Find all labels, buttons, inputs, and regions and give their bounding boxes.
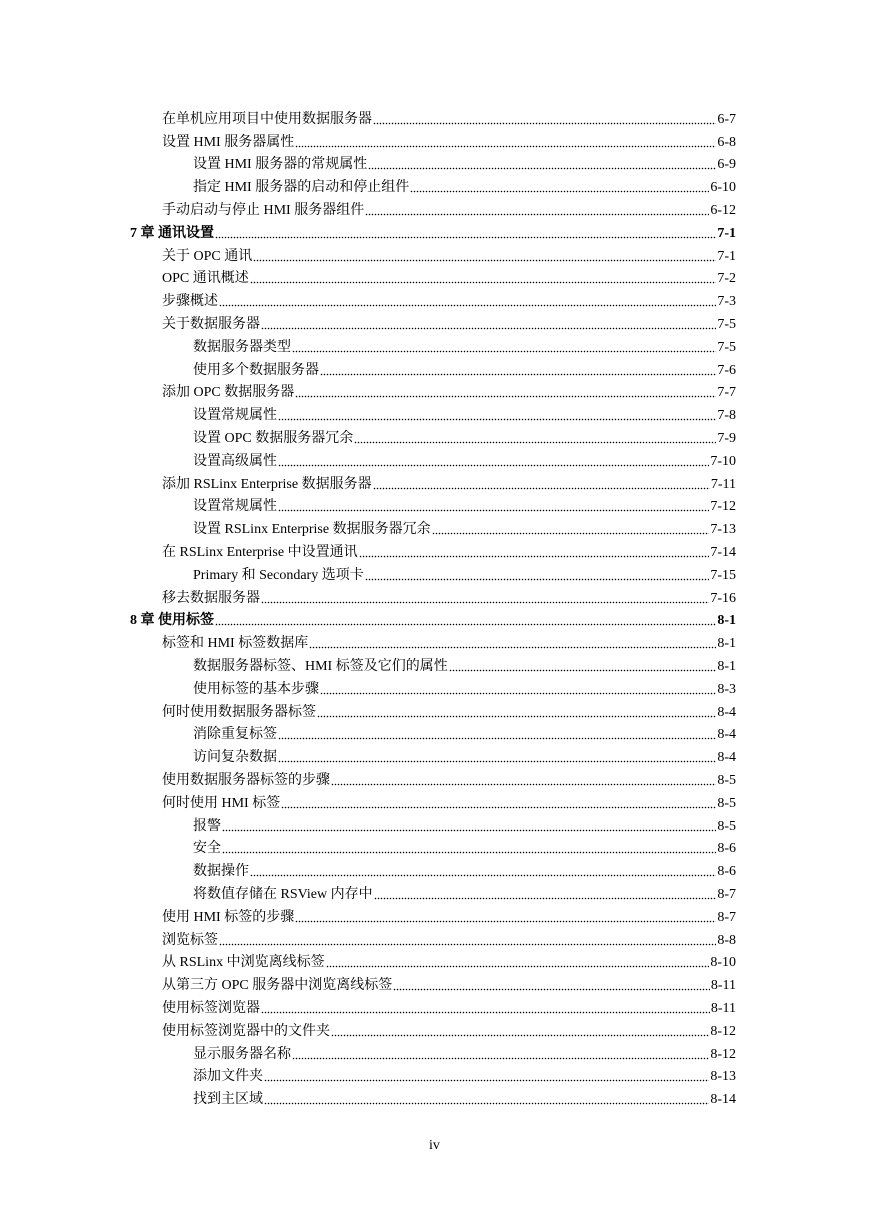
- toc-entry-title: 添加 RSLinx Enterprise 数据服务器: [162, 476, 372, 492]
- toc-entry: [162, 994, 736, 1017]
- toc-entry: [162, 1017, 736, 1040]
- toc-entry-page: 8-5: [717, 818, 736, 834]
- toc-entry-title: 显示服务器名称: [193, 1046, 291, 1062]
- toc-entry-page: 8-6: [717, 864, 736, 880]
- dot-leader: [250, 281, 717, 284]
- toc-entry-title: 浏览标签: [162, 932, 218, 948]
- toc-entry-title: 手动启动与停止 HMI 服务器组件: [162, 202, 365, 218]
- toc-entry-page: 8-1: [717, 613, 736, 629]
- toc-entry-title: 添加 OPC 数据服务器: [162, 385, 295, 401]
- dot-leader: [261, 327, 716, 330]
- toc-entry: [193, 857, 736, 880]
- toc-entry-page: 7-11: [710, 476, 736, 492]
- dot-leader: [295, 920, 716, 923]
- dot-leader: [326, 965, 710, 968]
- toc-entry-page: 8-5: [717, 795, 736, 811]
- toc-entry: [193, 151, 736, 174]
- toc-entry: [193, 1085, 736, 1108]
- dot-leader: [250, 874, 716, 877]
- dot-leader: [278, 737, 716, 740]
- dot-leader: [295, 395, 716, 398]
- toc-entry-page: 6-10: [710, 180, 736, 196]
- toc-entry: [193, 835, 736, 858]
- dot-leader: [219, 304, 716, 307]
- toc-entry-title: 设置常规属性: [193, 408, 277, 424]
- dot-leader: [281, 806, 716, 809]
- toc-entry-title: 使用标签浏览器: [162, 1000, 260, 1016]
- toc-chapter-entry: [130, 607, 736, 630]
- toc-entry-page: 8-11: [710, 978, 736, 994]
- toc-entry: [193, 812, 736, 835]
- toc-entry-page: 7-1: [717, 248, 736, 264]
- toc-entry-page: 7-9: [717, 430, 736, 446]
- toc-entry: [162, 629, 736, 652]
- toc-entry-page: 8-4: [717, 704, 736, 720]
- toc-entry: [193, 880, 736, 903]
- toc-entry: [162, 265, 736, 288]
- dot-leader: [278, 509, 709, 512]
- toc-entry-title: 设置常规属性: [193, 499, 277, 515]
- page-number: iv: [429, 1138, 440, 1153]
- dot-leader: [373, 487, 710, 490]
- toc-entry-page: 7-8: [717, 408, 736, 424]
- dot-leader: [264, 1079, 709, 1082]
- toc-entry: [162, 789, 736, 812]
- toc-entry-title: 7 章 通讯设置: [130, 225, 214, 241]
- dot-leader: [292, 350, 716, 353]
- toc-entry-title: 从第三方 OPC 服务器中浏览离线标签: [162, 978, 393, 994]
- toc-entry-page: 8-12: [710, 1046, 736, 1062]
- toc-entry-page: 7-16: [710, 590, 736, 606]
- toc-chapter-entry: [130, 219, 736, 242]
- toc-entry: [162, 949, 736, 972]
- dot-leader: [449, 669, 717, 672]
- toc-entry: [193, 401, 736, 424]
- toc-entry-page: 7-14: [710, 544, 736, 560]
- toc-entry-page: 8-8: [717, 932, 736, 948]
- dot-leader: [219, 943, 716, 946]
- toc-entry-title: 使用 HMI 标签的步骤: [162, 909, 295, 925]
- dot-leader: [295, 145, 716, 148]
- toc-entry: [193, 447, 736, 470]
- toc-entry: [162, 287, 736, 310]
- toc-entry: [193, 652, 736, 675]
- toc-entry-title: 关于 OPC 通讯: [162, 248, 253, 264]
- dot-leader: [432, 532, 710, 535]
- toc-entry-title: 何时使用 HMI 标签: [162, 795, 281, 811]
- toc-entry-title: 从 RSLinx 中浏览离线标签: [162, 955, 325, 971]
- toc-entry-page: 6-7: [717, 111, 736, 127]
- toc-entry-page: 6-12: [710, 202, 736, 218]
- toc-entry-title: 将数值存储在 RSView 内存中: [193, 886, 373, 902]
- toc-entry-title: Primary 和 Secondary 选项卡: [193, 567, 364, 583]
- toc-entry-page: 7-3: [717, 294, 736, 310]
- dot-leader: [393, 988, 710, 991]
- toc-entry: [162, 379, 736, 402]
- toc-entry-title: 在 RSLinx Enterprise 中设置通讯: [162, 544, 358, 560]
- toc-entry-title: 使用多个数据服务器: [193, 362, 319, 378]
- toc-entry: [193, 333, 736, 356]
- toc-entry-title: 添加文件夹: [193, 1069, 263, 1085]
- dot-leader: [320, 692, 716, 695]
- dot-leader: [292, 1057, 709, 1060]
- toc-entry-page: 6-9: [717, 157, 736, 173]
- toc-entry-page: 8-13: [710, 1069, 736, 1085]
- toc-entry: [162, 242, 736, 265]
- dot-leader: [410, 190, 709, 193]
- toc-entry-title: 数据服务器标签、HMI 标签及它们的属性: [193, 658, 448, 674]
- dot-leader: [278, 464, 709, 467]
- dot-leader: [222, 851, 716, 854]
- toc-entry-page: 7-15: [710, 567, 736, 583]
- toc-entry: [162, 470, 736, 493]
- toc-entry-page: 8-4: [717, 727, 736, 743]
- toc-entry-page: 7-2: [717, 271, 736, 287]
- toc-entry-title: 数据操作: [193, 864, 249, 880]
- toc-entry: [162, 971, 736, 994]
- toc-entry-page: 8-10: [710, 955, 736, 971]
- toc-entry: [162, 105, 736, 128]
- dot-leader: [278, 760, 716, 763]
- toc-entry: [193, 675, 736, 698]
- toc-entry: [193, 1063, 736, 1086]
- toc-entry-page: 7-10: [710, 453, 736, 469]
- dot-leader: [354, 441, 716, 444]
- toc-entry-page: 7-12: [710, 499, 736, 515]
- toc-entry-page: 8-12: [710, 1023, 736, 1039]
- toc-entry-title: 报警: [193, 818, 221, 834]
- toc-entry-page: 7-7: [717, 385, 736, 401]
- toc-entry: [193, 561, 736, 584]
- dot-leader: [215, 623, 716, 626]
- dot-leader: [264, 1102, 709, 1105]
- dot-leader: [278, 418, 716, 421]
- toc-entry-page: 7-5: [717, 339, 736, 355]
- toc-entry: [162, 584, 736, 607]
- toc-entry: [193, 173, 736, 196]
- dot-leader: [215, 236, 716, 239]
- dot-leader: [261, 601, 709, 604]
- toc-entry-title: 使用标签浏览器中的文件夹: [162, 1023, 330, 1039]
- toc-entry-title: 设置 OPC 数据服务器冗余: [193, 430, 354, 446]
- toc-entry-title: 关于数据服务器: [162, 316, 260, 332]
- toc-entry: [193, 1040, 736, 1063]
- toc-entry: [162, 128, 736, 151]
- toc-entry: [193, 515, 736, 538]
- dot-leader: [253, 259, 716, 262]
- toc-entry-title: 使用数据服务器标签的步骤: [162, 772, 330, 788]
- toc-entry-page: 7-5: [717, 316, 736, 332]
- dot-leader: [365, 578, 710, 581]
- toc-entry-page: 8-11: [710, 1000, 736, 1016]
- dot-leader: [320, 373, 716, 376]
- toc-entry-title: 数据服务器类型: [193, 339, 291, 355]
- toc-entry-title: 安全: [193, 841, 221, 857]
- toc-entry-title: 何时使用数据服务器标签: [162, 704, 316, 720]
- toc-entry-page: 7-1: [717, 225, 736, 241]
- toc-entry: [162, 903, 736, 926]
- toc-entry-title: OPC 通讯概述: [162, 271, 249, 287]
- toc-entry: [193, 356, 736, 379]
- toc-entry: [162, 766, 736, 789]
- toc-entry-title: 移去数据服务器: [162, 590, 260, 606]
- dot-leader: [368, 167, 716, 170]
- toc-entry-title: 使用标签的基本步骤: [193, 681, 319, 697]
- toc-entry: [162, 196, 736, 219]
- dot-leader: [309, 646, 716, 649]
- toc-entry-title: 步骤概述: [162, 294, 218, 310]
- dot-leader: [261, 1011, 710, 1014]
- toc-entry-page: 8-1: [717, 636, 736, 652]
- toc-entry-page: 8-3: [717, 681, 736, 697]
- toc-entry-page: 8-7: [717, 886, 736, 902]
- toc-entry: [193, 743, 736, 766]
- toc-entry-title: 设置 HMI 服务器的常规属性: [193, 157, 368, 173]
- dot-leader: [373, 122, 716, 125]
- toc-entry-page: 8-5: [717, 772, 736, 788]
- toc-entry-page: 8-6: [717, 841, 736, 857]
- toc-entry-title: 设置 RSLinx Enterprise 数据服务器冗余: [193, 522, 431, 538]
- toc-entry: [162, 926, 736, 949]
- toc-entry: [193, 493, 736, 516]
- toc-entry: [193, 721, 736, 744]
- dot-leader: [222, 829, 716, 832]
- dot-leader: [331, 1034, 709, 1037]
- toc-entry: [162, 698, 736, 721]
- dot-leader: [331, 783, 716, 786]
- toc-entry-title: 8 章 使用标签: [130, 613, 214, 629]
- toc-entry-title: 访问复杂数据: [193, 750, 277, 766]
- toc-entry: [193, 424, 736, 447]
- dot-leader: [374, 897, 717, 900]
- toc-entry-page: 8-4: [717, 750, 736, 766]
- toc-entry-page: 6-8: [717, 134, 736, 150]
- dot-leader: [365, 213, 709, 216]
- toc-entry-title: 指定 HMI 服务器的启动和停止组件: [193, 180, 410, 196]
- toc-entry-page: 7-13: [710, 522, 736, 538]
- toc-entry-title: 在单机应用项目中使用数据服务器: [162, 111, 372, 127]
- dot-leader: [359, 555, 710, 558]
- toc-entry-page: 8-14: [710, 1092, 736, 1108]
- toc-entry-page: 7-6: [717, 362, 736, 378]
- toc-entry-page: 8-7: [717, 909, 736, 925]
- dot-leader: [317, 715, 716, 718]
- toc-entry-title: 标签和 HMI 标签数据库: [162, 636, 309, 652]
- toc-entry-title: 找到主区域: [193, 1092, 263, 1108]
- toc-entry: [162, 538, 736, 561]
- toc-entry-title: 消除重复标签: [193, 727, 277, 743]
- toc-entry-title: 设置 HMI 服务器属性: [162, 134, 295, 150]
- toc-entry-title: 设置高级属性: [193, 453, 277, 469]
- toc-entry-page: 8-1: [717, 658, 736, 674]
- toc-entry: [162, 310, 736, 333]
